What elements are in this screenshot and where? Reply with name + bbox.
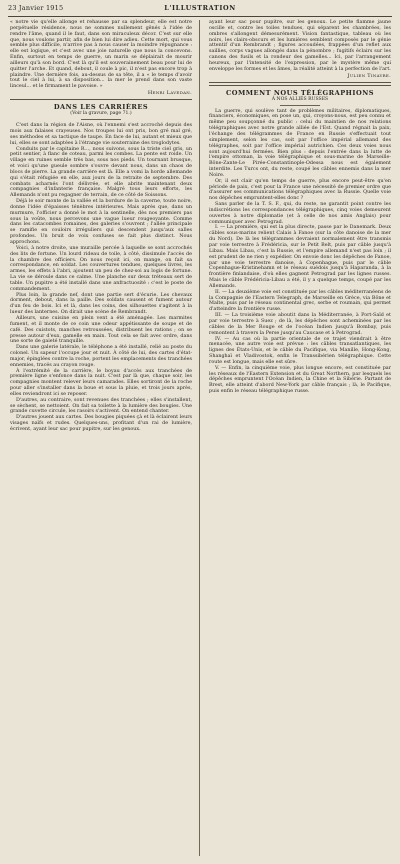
paragraph: Voici, à notre droite, une muraille percée à laquelle se sont accrochés des lits de fortune. Un lourd rideau de toile, à côté, dissimule l'accès de la chambre des officiers. On nous reçoit ici, on mange, on fait sa correspondance, en soldat. Les couvertures tendues, quelques livres, les armes, les effets à l'abri, ajoutent un peu de chez-soi au logis de fortune. La vie se déroule dans ce calme. Une planche sur deux tréteaux sert de table. Un pupitre a été installé dans une anfractuosité : c'est le poste de commandement. xyxy=(10,244,192,292)
column-divider xyxy=(199,20,200,856)
article-separator xyxy=(209,85,391,86)
article-separator xyxy=(10,99,192,100)
paragraph: Déjà le soir monte de la vallée et la bordure de la caverne, toute noire, donne l'idée d'épaisses ténèbres intérieures. Mais après que, dans un murmure, l'officier a donné le mot à la sentinelle, dès nos premiers pas sous la voûte, nous percevons une vague lueur rougeoyante. Comme dans les catacombes romaines, des galeries s'ouvrent ; l'allée principale se ramifie en couloirs irréguliers qui descendent jusqu'aux salles profondes. Un bruit de voix confuses se fait plus distinct. Nous approchons. xyxy=(10,198,192,245)
article-title: DANS LES CARRIÈRES xyxy=(53,103,149,112)
article-subtitle: À NOS ALLIÉS RUSSES xyxy=(271,96,329,102)
paragraph: D'autres jouent aux cartes. Des bougies piquées çà et là éclairent leurs visages naïfs et rudes. Quelques-uns, profitant d'un rai de lumière, écrivent, ayant leur sac pour pupitre, sur les genoux. xyxy=(10,414,192,432)
paragraph: I. — La première, qui est la plus directe, passe par le Danemark. Deux câbles sous-marins relient Calais à Fanoe (sur la côte danoise de la mer du Nord). De là les télégrammes devraient normalement être transmis par voie terrestre à Frédéricia, sur le Petit Belt, puis par câble jusqu'à Libau. Mais Libau, c'est la Russie, et l'empire allemand n'est pas loin ; il est prudent de ne rien y expédier. On envoie donc les dépêches de Fanoe, par une voie terrestre danoise, à Copenhague, puis par le câble Copenhague-Kristinehamn et le réseau suédois jusqu'à Haparanda, à la frontière finlandaise, d'où elles gagnent Petrograd par les lignes russes. Mais le câble Frédéricia-Libau a été, il y a quelque temps, coupé par les Allemands. xyxy=(209,224,391,289)
right-column xyxy=(209,20,391,395)
article-separator xyxy=(209,82,391,83)
paragraph: Plus loin, la grande nef, dont une partie sert d'écurie. Les chevaux dorment, debout, dans la paille. Des soldats causent et fument autour d'un feu de bois. Ici et là, dans les coins, des silhouettes s'agitent à la lueur des lanternes. On dirait une scène de Rembrandt. xyxy=(10,291,192,316)
paragraph: D'autres, au contraire, sont revenues des tranchées ; elles s'installent, se sèchent, se nettoient. On fait sa toilette à la lumière des bougies. Une grande cuvette circule, les rasoirs s'activent. On entend chanter. xyxy=(10,396,192,415)
title-rule xyxy=(280,105,320,106)
paragraph: C'est dans la région de l'Aisne, où l'ennemi s'est accroché depuis des mois aux falaises crayeuses. Nos troupes lui ont pris, bon gré mal gré, ses méthodes et sa tactique de taupe. En face de lui, autant et mieux que lui, elles se sont adaptées à l'étrange vie souterraine des troglodytes. xyxy=(10,122,192,146)
paragraph: III. — La troisième voie aboutit dans la Méditerranée, à Port-Saïd et par voie terrestre à Suez ; de là, les dépêches sont acheminées par les câbles de la Mer Rouge et de l'océan Indien jusqu'à Bombay, puis remontent à travers la Perse jusqu'au Caucase et à Petrograd. xyxy=(209,312,391,336)
right-intro-text: ayant leur sac pour pupitre, sur les genoux. Le petite flamme jaune oscille et, contre les toiles tendues, qui séparent les chambrées, les ombres s'allongent démesurément. Vision fantastique, tableau où les noirs, les clairs-obscurs et les lumières semblent composés par le génie attentif d'un Rembrandt ; figures accoudées, frappées d'un reflet aux saillies, corps vagues allongés dans la pénombre ; fugitifs éclairs sur les canons des fusils et la rondeur des gamelles... Ici, par l'arrangement heureux, par l'intensité de l'expression, par le mystère même qui enveloppe les formes et les âmes, la réalité atteint à la perfection de l'art. xyxy=(209,19,391,72)
paragraph: IV. — Au cas où la partie orientale de ce trajet viendrait à être menacée, une autre voie est prévue : les câbles transatlantiques, les lignes des États-Unis, et le câble du Pacifique, via Manille, Hong-Kong, Shanghaï et Vladivostok, enfin le Transsibérien télégraphique. Cette route est longue, mais elle est sûre. xyxy=(209,335,391,365)
left-intro-text: « notre vie qu'elle allonge et rehausse par sa splendeur, elle est notre perpétuelle résidence, nous ne sommes nullement gênés à l'idée de rendre l'âme, quand il le faut, dans son miraculeux décor. C'est sur elle que, nous voulons partir, afin de bien lui dire adieu. Cette mort, qui vous semble plus difficile, n'arrive pas à nous causer la moindre répugnance : elle est logique, et c'est avec une joie naturelle que nous la concevons. Enfin, surtout en temps de guerre, un marin se déplairait de mourir ailleurs qu'à son bord. C'est là qu'il est souverainement beau pour lui de quitter l'arche. Et quand, debout, il coule à pic, il n'est pas encore trop à plaindre. Une dernière fois, au-dessus de sa tête, il a « le temps d'avoir tout le ciel à lui, à sa disposition... la mer le prend dans son vaste linceul... et le firmament le pavoise. » xyxy=(10,19,192,90)
paragraph: Or, il est clair qu'en temps de guerre, plus encore peut-être qu'en période de paix, c'est pour la France une nécessité de premier ordre que d'assurer ses communications télégraphiques avec la Russie. Quelle voie nos dépêches empruntent-elles donc ? xyxy=(209,177,391,202)
article-carrieres xyxy=(10,103,192,433)
paragraph: Sans parler de la T. S. F., qui, du reste, ne garantit point contre les indiscrétions les correspondances télégraphiques, cinq voies demeurent ouvertes à notre diplomatie (et à celle de nos amis Anglais) pour communiquer avec Petrograd. xyxy=(209,201,391,225)
title-rule xyxy=(81,119,121,120)
article-subtitle: (Voir la gravure, page 71.) xyxy=(70,111,132,117)
paragraph: Dans une galerie latérale, le téléphone a été installé, relié au poste du colonel. Un sapeur l'occupe jour et nuit. À côté de lui, des cartes d'état-major, épinglées contre la roche, portent les emplacements des tranchées ennemies, tracés au crayon rouge. xyxy=(10,344,192,368)
paragraph: À l'extrémité de la carrière, le boyau d'accès aux tranchées de première ligne s'enfonce dans la nuit. C'est par là que, chaque soir, les compagnies montent relever leurs camarades. Elles sortiront de la roche pour aller s'installer dans la boue et sous la pluie, et trois jours après, elles reviendront ici se reposer. xyxy=(10,367,192,397)
article-telegraphes xyxy=(209,89,391,395)
header-title: L'ILLUSTRATION xyxy=(164,4,236,12)
article-title: COMMENT NOUS TÉLÉGRAPHIONS xyxy=(225,88,375,97)
signature-tinayre: Julien Tinayre. xyxy=(347,72,391,79)
header-rule xyxy=(8,16,392,17)
paragraph: Conduits par le capitaine R..., nous suivons, sous la triste ciel gris, un petit sentier, à flanc de coteau, parmi les combes. La pente est roide. Un village en ruines semble très bas, sous nos pieds. Un tournant brusque, et voici qu'une gueule sombre s'ouvre devant nous, dans un chaos de blocs de pierre. La grande carrière est là. Elle a vomi la horde allemande qui s'était réfugiée en elle, aux jours de la retraite de septembre. Des combats acharnés l'ont délivrée, et elle abrite maintenant deux compagnies d'infanterie française. Malgré tous leurs efforts, les Allemands n'ont pu regagner de terrain, de ce côté de Soissons. xyxy=(10,145,192,199)
paragraph: Ailleurs, une cuisine en plein vent a été aménagée. Les marmites fument, et il monte de ce coin une odeur appétissante de soupe et de café. Des cuistots, manches retroussées, distribuent les rations ; on se presse autour d'eux, gamelle en main. Tout cela se fait avec ordre, dans une sorte de gaieté tranquille. xyxy=(10,314,192,345)
paragraph: II. — La deuxième voie est constituée par les câbles méditerranéens de la Compagnie de l'Eastern Telegraph, de Marseille en Grèce, via Bône et Malte, puis par le réseau continental grec, serbe et roumain, qui permet d'atteindre la frontière russe. xyxy=(209,288,391,313)
page-header xyxy=(8,4,392,16)
paragraph: La guerre, qui soulève tant de problèmes militaires, diplomatiques, financiers, économiques, en pose un, qui, croyons-nous, est peu connu et même peu soupçonné du public : celui du maintien de nos relations télégraphiques avec notre grande alliée de l'Est. Quand régnait la paix, l'échange des télégrammes de France en Russie s'effectuait tout simplement, selon les cas, soit par l'office impérial allemand des télégraphes, soit par l'office impérial autrichien. Ces deux voies nous sont aujourd'hui fermées. Bien plus : depuis l'entrée dans la lutte de l'empire ottoman, la voie télégraphique et sous-marine de Marseille-Bône-Zante-Le Pirée-Constantinople-Odessa nous est également interdite. Les Turcs ont, du reste, coupé les câbles ennemis dans la mer Noire. xyxy=(209,107,391,178)
header-date: 23 Janvier 1915 xyxy=(8,4,64,12)
paragraph: V. — Enfin, la cinquième voie, plus longue encore, est constituée par les réseaux de l'Eastern Extension et du Great Northern, par lesquels les dépêches empruntent l'Océan Indien, la Chine et la Sibérie. Partant de Brest, elle atteint d'abord New-York par câble français ; là, le Pacifique, puis enfin le réseau télégraphique russe. xyxy=(209,364,391,395)
left-column xyxy=(10,20,192,433)
signature-lavedan: Henri Lavedan. xyxy=(147,90,192,97)
